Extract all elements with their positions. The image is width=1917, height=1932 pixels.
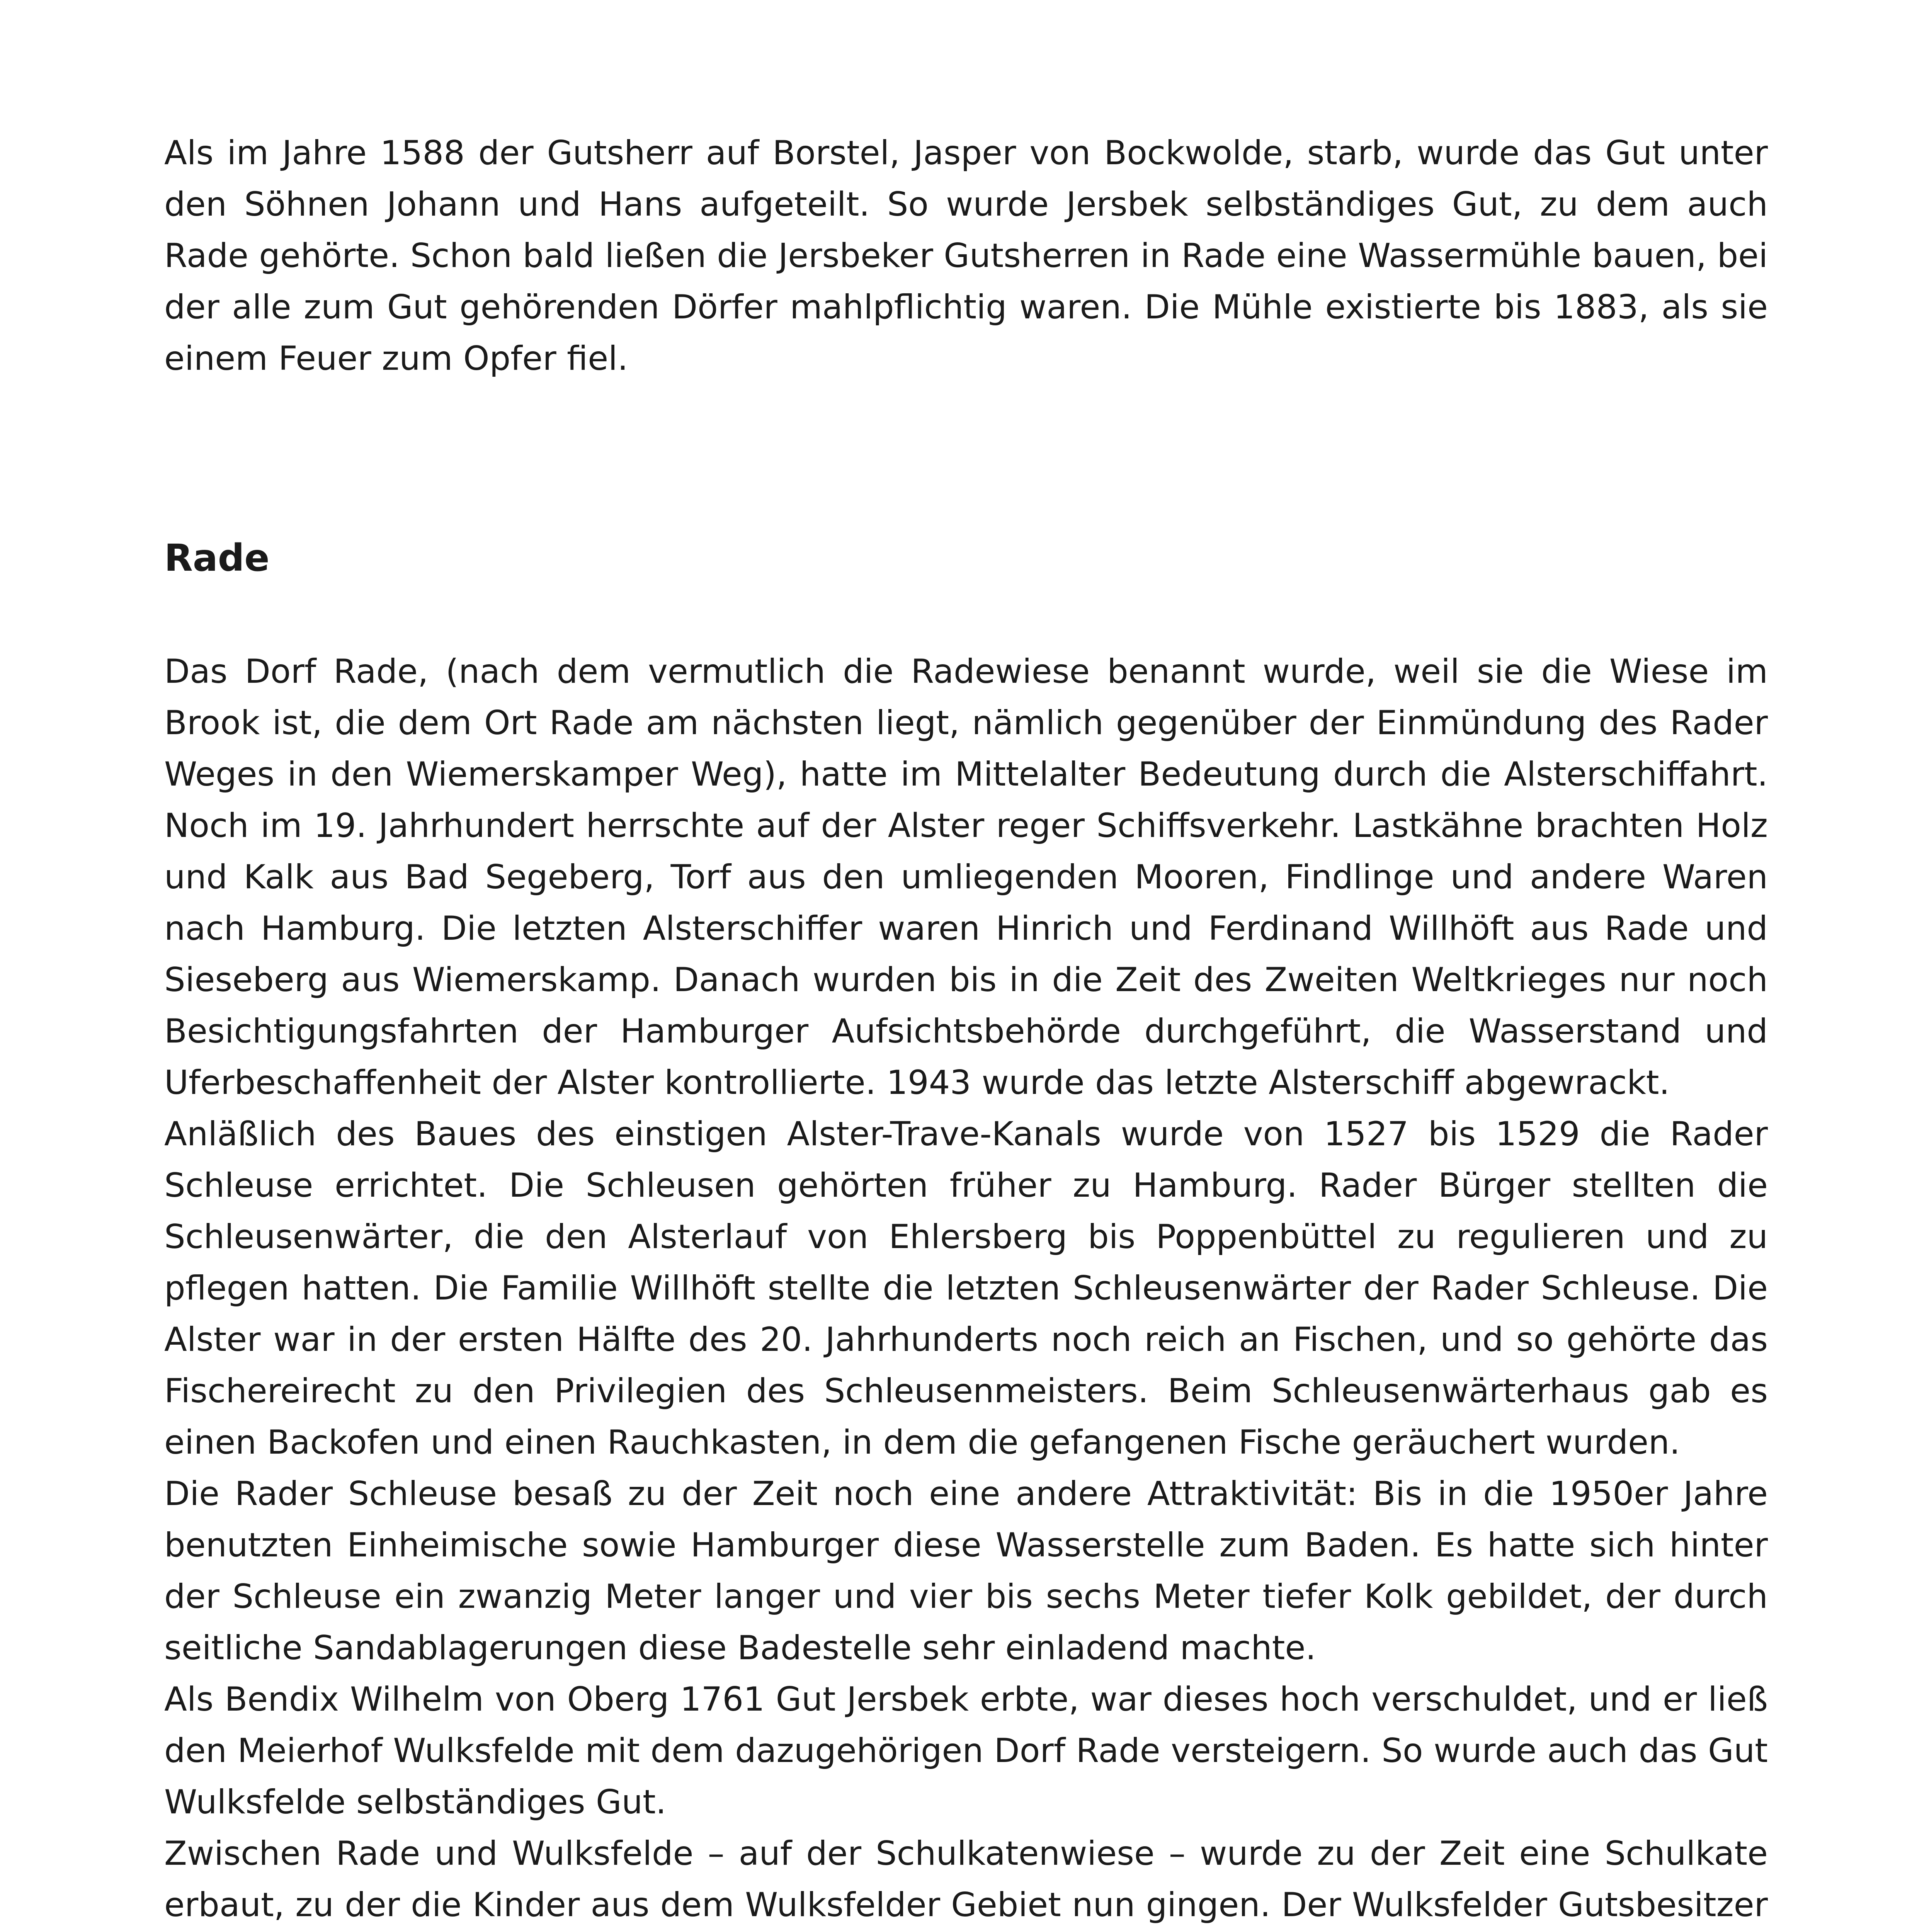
section-heading: Rade	[164, 536, 270, 580]
section-body	[164, 646, 1768, 1932]
paragraph-schulkate: Zwischen Rade und Wulksfelde – auf der Schulkatenwiese – wurde zu der Zeit eine Schulkate erbaut, zu der die Kinder aus dem Wulksfelder Gebiet nun gingen. Der Wulksfelder Gutsbesitzer	[164, 1834, 1768, 1924]
paragraph-badestelle: Die Rader Schleuse besaß zu der Zeit noch eine andere Attraktivität: Bis in die 1950er Jahre benutzten Einheimische sowie Hamburger diese Wasserstelle zum Baden. Es hatte sich hinter der Schleuse ein zwanzig Meter langer und vier bis sechs Meter tiefer Kolk gebildet, der durch seitliche Sandablagerungen diese Badestelle sehr einladend machte.	[164, 1475, 1768, 1667]
intro-block	[164, 128, 1768, 384]
paragraph-alsterschiffahrt: Das Dorf Rade, (nach dem vermutlich die Radewiese benannt wurde, weil sie die Wiese im Brook ist, die dem Ort Rade am nächsten liegt, nämlich gegenüber der Einmündung des Rader Weges in den Wiemerskamper Weg), hatte im Mittelalter Bedeutung durch die Alsterschiffahrt. Noch im 19. Jahrhundert herrschte auf der Alster reger Schiffsverkehr. Lastkähne brachten Holz und Kalk aus Bad Segeberg, Torf aus den umliegenden Mooren, Findlinge und andere Waren nach Hamburg. Die letzten Alsterschiffer waren Hinrich und Ferdinand Willhöft aus Rade und Sieseberg aus Wiemerskamp. Danach wurden bis in die Zeit des Zweiten Weltkrieges nur noch Besichtigungsfahrten der Hamburger Aufsichtsbehörde durchgeführt, die Wasserstand und Uferbeschaffenheit der Alster kontrollierte. 1943 wurde das letzte Alsterschiff abgewrackt.	[164, 652, 1768, 1102]
paragraph-gut-wulksfelde: Als Bendix Wilhelm von Oberg 1761 Gut Jersbek erbte, war dieses hoch verschuldet, und er ließ den Meierhof Wulksfelde mit dem dazugehörigen Dorf Rade versteigern. So wurde auch das Gut Wulksfelde selbständiges Gut.	[164, 1680, 1768, 1821]
intro-paragraph: Als im Jahre 1588 der Gutsherr auf Borstel, Jasper von Bockwolde, starb, wurde das Gut unter den Söhnen Johann und Hans aufgeteilt. So wurde Jersbek selbständiges Gut, zu dem auch Rade gehörte. Schon bald ließen die Jersbeker Gutsherren in Rade eine Wassermühle bauen, bei der alle zum Gut gehörenden Dörfer mahlpflichtig waren. Die Mühle existierte bis 1883, als sie einem Feuer zum Opfer fiel.	[164, 134, 1768, 378]
paragraph-rader-schleuse: Anläßlich des Baues des einstigen Alster-Trave-Kanals wurde von 1527 bis 1529 die Rader Schleuse errichtet. Die Schleusen gehörten früher zu Hamburg. Rader Bürger stellten die Schleusenwärter, die den Alsterlauf von Ehlersberg bis Poppenbüttel zu regulieren und zu pflegen hatten. Die Familie Willhöft stellte die letzten Schleusenwärter der Rader Schleuse. Die Alster war in der ersten Hälfte des 20. Jahrhunderts noch reich an Fischen, und so gehörte das Fischereirecht zu den Privilegien des Schleusenmeisters. Beim Schleusenwärterhaus gab es einen Backofen und einen Rauchkasten, in dem die gefangenen Fische geräuchert wurden.	[164, 1115, 1768, 1462]
